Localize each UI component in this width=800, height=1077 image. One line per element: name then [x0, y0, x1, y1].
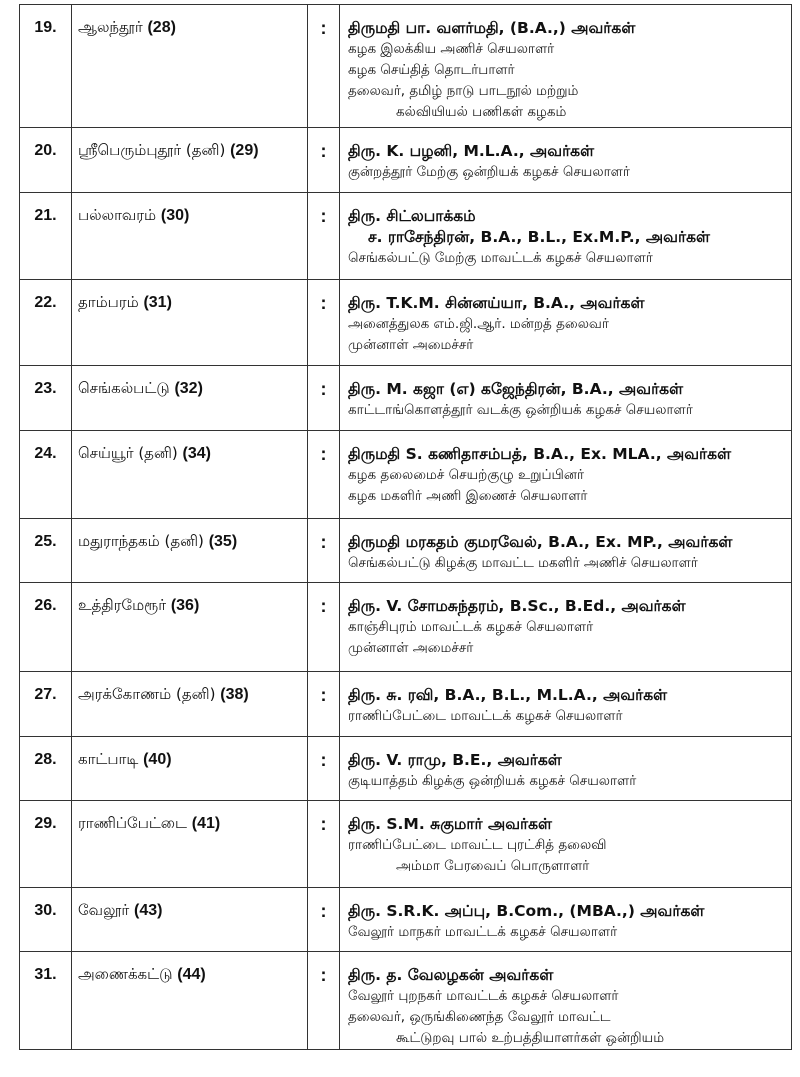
constituency-name: செங்கல்பட்டு — [78, 379, 170, 397]
table-row — [20, 801, 792, 888]
candidate-designation: அம்மா பேரவைப் பொருளாளர் — [396, 858, 590, 874]
serial-number: 29. — [20, 801, 72, 888]
candidate-cell — [340, 5, 792, 128]
serial-number: 28. — [20, 737, 72, 801]
candidate-designation: செங்கல்பட்டு மேற்கு மாவட்டக் கழகச் செயலாளர் — [348, 250, 653, 266]
serial-number: 26. — [20, 583, 72, 672]
candidate-cell — [340, 519, 792, 583]
candidate-cell — [340, 737, 792, 801]
constituency-cell — [72, 672, 308, 737]
candidate-cell — [340, 366, 792, 431]
constituency-name: அரக்கோணம் (தனி) — [78, 685, 216, 703]
candidate-name: திரு. S.M. சுகுமார் அவர்கள் — [348, 815, 553, 833]
separator-colon: : — [308, 5, 340, 128]
candidate-list-document — [19, 4, 792, 1050]
constituency-cell — [72, 128, 308, 193]
constituency-number: (30) — [160, 207, 190, 224]
constituency-name: ஸ்ரீபெரும்புதூர் (தனி) — [78, 141, 226, 159]
candidate-designation: முன்னாள் அமைச்சர் — [348, 337, 474, 353]
candidate-cell — [340, 583, 792, 672]
candidate-cell — [340, 193, 792, 280]
candidate-designation: முன்னாள் அமைச்சர் — [348, 640, 474, 656]
separator-colon: : — [308, 280, 340, 366]
candidate-designation: செங்கல்பட்டு கிழக்கு மாவட்ட மகளிர் அணிச் செயலாளர் — [348, 555, 698, 571]
constituency-name: வேலூர் — [78, 901, 130, 919]
candidate-designation: காஞ்சிபுரம் மாவட்டக் கழகச் செயலாளர் — [348, 619, 594, 635]
serial-number: 31. — [20, 952, 72, 1050]
constituency-cell — [72, 801, 308, 888]
candidate-table — [19, 4, 792, 1050]
constituency-number: (31) — [143, 294, 172, 311]
separator-colon: : — [308, 737, 340, 801]
candidate-name: திரு. V. ராமு, B.E., அவர்கள் — [348, 751, 562, 769]
serial-number: 30. — [20, 888, 72, 952]
candidate-designation: குன்றத்தூர் மேற்கு ஒன்றியக் கழகச் செயலாளர் — [348, 164, 630, 180]
table-row — [20, 672, 792, 737]
candidate-name: திரு. S.R.K. அப்பு, B.Com., (MBA.,) அவர்கள் — [348, 902, 705, 920]
constituency-cell — [72, 431, 308, 519]
constituency-name: ஆலந்தூர் — [78, 18, 143, 36]
constituency-name: ராணிப்பேட்டை — [78, 814, 187, 832]
constituency-number: (44) — [177, 966, 206, 983]
constituency-name: காட்பாடி — [78, 750, 139, 768]
constituency-cell — [72, 193, 308, 280]
serial-number: 19. — [20, 5, 72, 128]
candidate-name: திரு. சு. ரவி, B.A., B.L., M.L.A., அவர்கள் — [348, 686, 668, 704]
constituency-name: மதுராந்தகம் (தனி) — [78, 532, 204, 550]
constituency-name: பல்லாவரம் — [78, 206, 157, 224]
candidate-designation: காட்டாங்கொளத்தூர் வடக்கு ஒன்றியக் கழகச் செயலாளர் — [348, 402, 693, 418]
candidate-designation: கூட்டுறவு பால் உற்பத்தியாளர்கள் ஒன்றியம் — [396, 1030, 665, 1046]
candidate-name: திருமதி S. கணிதாசம்பத், B.A., Ex. MLA., அவர்கள் — [348, 445, 732, 463]
candidate-designation: தலைவர், ஒருங்கிணைந்த வேலூர் மாவட்ட — [348, 1009, 611, 1025]
table-row — [20, 193, 792, 280]
candidate-designation: ராணிப்பேட்டை மாவட்டக் கழகச் செயலாளர் — [348, 708, 623, 724]
serial-number: 23. — [20, 366, 72, 431]
constituency-name: உத்திரமேரூர் — [78, 596, 167, 614]
constituency-cell — [72, 280, 308, 366]
candidate-table-body — [20, 5, 792, 1050]
candidate-designation: கழக செய்தித் தொடர்பாளர் — [348, 62, 515, 78]
constituency-name: அணைக்கட்டு — [78, 965, 173, 983]
table-row — [20, 737, 792, 801]
table-row — [20, 431, 792, 519]
candidate-name: திரு. சிட்லபாக்கம் — [348, 207, 476, 225]
constituency-number: (32) — [174, 380, 203, 397]
candidate-name: திரு. T.K.M. சின்னய்யா, B.A., அவர்கள் — [348, 294, 645, 312]
constituency-number: (34) — [182, 445, 211, 462]
constituency-number: (36) — [170, 597, 200, 614]
separator-colon: : — [308, 431, 340, 519]
candidate-cell — [340, 431, 792, 519]
table-row — [20, 952, 792, 1050]
table-row — [20, 519, 792, 583]
candidate-cell — [340, 128, 792, 193]
candidate-designation: குடியாத்தம் கிழக்கு ஒன்றியக் கழகச் செயலாளர் — [348, 773, 637, 789]
candidate-name: திருமதி மரகதம் குமரவேல், B.A., Ex. MP., அவர்கள் — [348, 533, 733, 551]
candidate-name: திரு. த. வேலழகன் அவர்கள் — [348, 966, 554, 984]
candidate-designation: வேலூர் மாநகர் மாவட்டக் கழகச் செயலாளர் — [348, 924, 618, 940]
candidate-name: திரு. V. சோமசுந்தரம், B.Sc., B.Ed., அவர்கள் — [348, 597, 686, 615]
serial-number: 21. — [20, 193, 72, 280]
constituency-cell — [72, 888, 308, 952]
candidate-cell — [340, 888, 792, 952]
constituency-number: (28) — [147, 19, 176, 36]
constituency-number: (43) — [133, 902, 163, 919]
constituency-cell — [72, 737, 308, 801]
separator-colon: : — [308, 366, 340, 431]
candidate-cell — [340, 801, 792, 888]
constituency-number: (38) — [220, 686, 249, 703]
separator-colon: : — [308, 672, 340, 737]
candidate-designation: கழக இலக்கிய அணிச் செயலாளர் — [348, 41, 555, 57]
candidate-designation: ராணிப்பேட்டை மாவட்ட புரட்சித் தலைவி — [348, 837, 607, 853]
serial-number: 20. — [20, 128, 72, 193]
serial-number: 22. — [20, 280, 72, 366]
candidate-designation: கழக மகளிர் அணி இணைச் செயலாளர் — [348, 488, 588, 504]
candidate-name-continued: ச. ராசேந்திரன், B.A., B.L., Ex.M.P., அவர்கள் — [368, 228, 710, 246]
serial-number: 24. — [20, 431, 72, 519]
candidate-name: திருமதி பா. வளர்மதி, (B.A.,) அவர்கள் — [348, 19, 636, 37]
table-row — [20, 583, 792, 672]
candidate-designation: கழக தலைமைச் செயற்குழு உறுப்பினர் — [348, 467, 585, 483]
separator-colon: : — [308, 519, 340, 583]
table-row — [20, 5, 792, 128]
constituency-number: (41) — [191, 815, 221, 832]
constituency-name: தாம்பரம் — [78, 293, 139, 311]
constituency-number: (35) — [208, 533, 238, 550]
table-row — [20, 280, 792, 366]
serial-number: 27. — [20, 672, 72, 737]
constituency-number: (40) — [143, 751, 172, 768]
separator-colon: : — [308, 128, 340, 193]
constituency-cell — [72, 366, 308, 431]
table-row — [20, 128, 792, 193]
candidate-cell — [340, 672, 792, 737]
constituency-cell — [72, 583, 308, 672]
candidate-designation: வேலூர் புறநகர் மாவட்டக் கழகச் செயலாளர் — [348, 988, 619, 1004]
separator-colon: : — [308, 583, 340, 672]
table-row — [20, 888, 792, 952]
serial-number: 25. — [20, 519, 72, 583]
constituency-number: (29) — [230, 142, 259, 159]
candidate-name: திரு. K. பழனி, M.L.A., அவர்கள் — [348, 142, 595, 160]
separator-colon: : — [308, 888, 340, 952]
candidate-name: திரு. M. கஜா (எ) கஜேந்திரன், B.A., அவர்கள் — [348, 380, 684, 398]
separator-colon: : — [308, 801, 340, 888]
constituency-name: செய்யூர் (தனி) — [78, 444, 178, 462]
constituency-cell — [72, 5, 308, 128]
constituency-cell — [72, 952, 308, 1050]
candidate-designation: தலைவர், தமிழ் நாடு பாடநூல் மற்றும் — [348, 83, 579, 99]
separator-colon: : — [308, 193, 340, 280]
candidate-designation: அனைத்துலக எம்.ஜி.ஆர். மன்றத் தலைவர் — [348, 316, 609, 332]
constituency-cell — [72, 519, 308, 583]
candidate-designation: கல்வியியல் பணிகள் கழகம் — [396, 104, 567, 120]
candidate-cell — [340, 280, 792, 366]
separator-colon: : — [308, 952, 340, 1050]
candidate-cell — [340, 952, 792, 1050]
table-row — [20, 366, 792, 431]
